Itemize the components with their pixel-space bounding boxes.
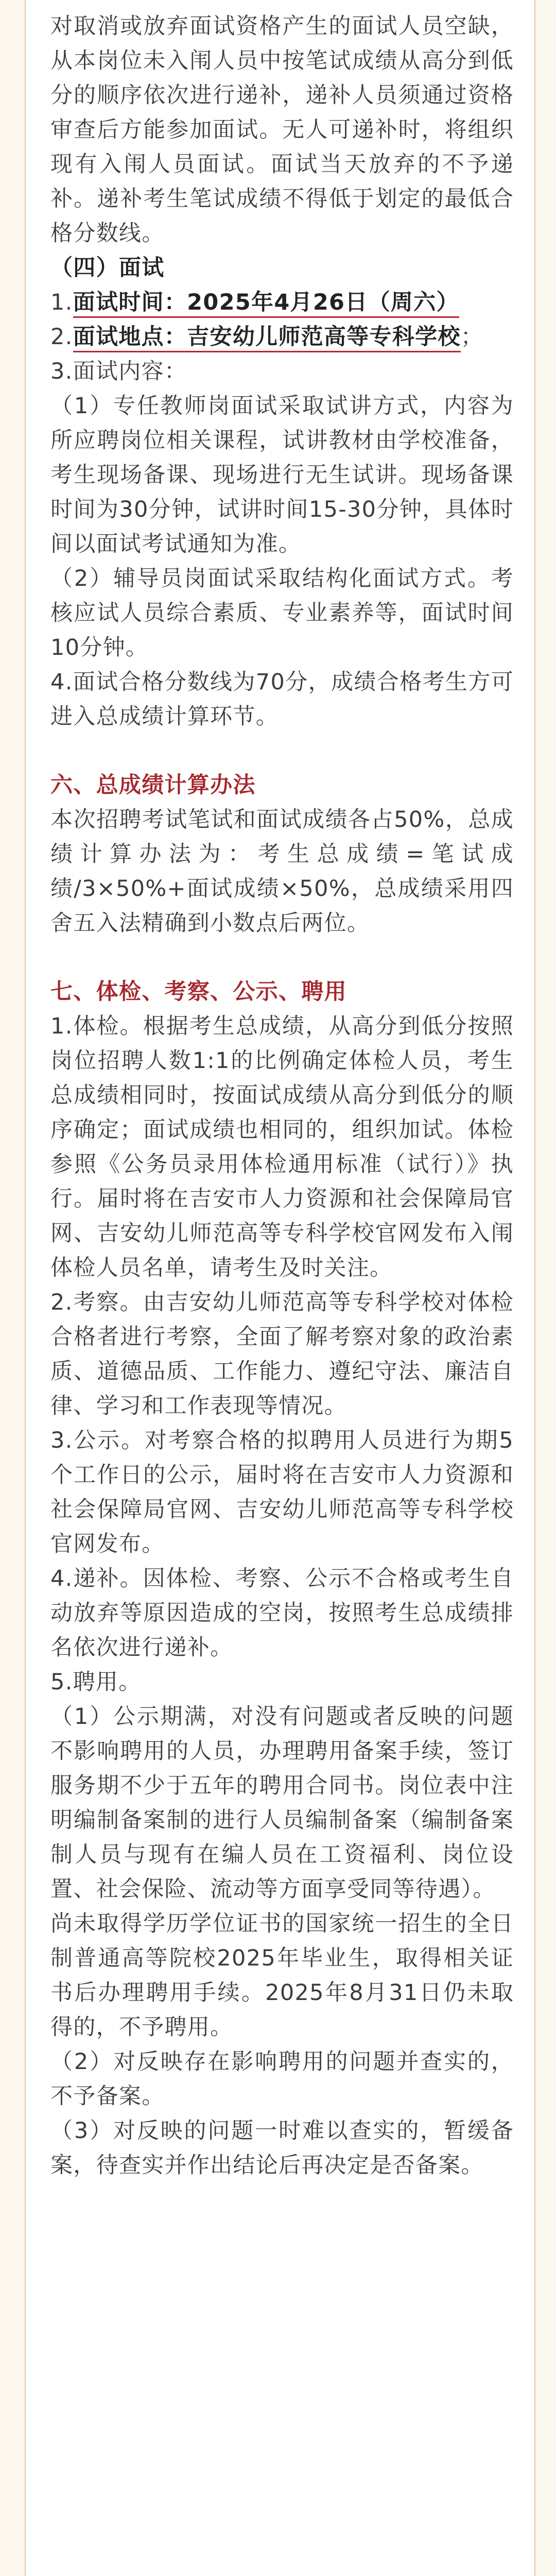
- interview-heading: （四）面试: [50, 255, 165, 281]
- paragraph-replacement-rules: 对取消或放弃面试资格产生的面试人员空缺，从本岗位未入闱人员中按笔试成绩从高分到低分的顺序依次进行递补，递补人员须通过资格审查后方能参加面试。无人可递补时，将组织现有入闱人员面试。面试当天放弃的不予递补。递补考生笔试成绩不得低于划定的最低合格分数线。: [50, 13, 514, 246]
- section7-graduates-note: 尚未取得学历学位证书的国家统一招生的全日制普通高等院校2025年毕业生，取得相关证书后办理聘用手续。2025年8月31日仍未取得的，不予聘用。: [50, 1911, 514, 2040]
- section7-physical-exam: 1.体检。根据考生总成绩，从高分到低分按照岗位招聘人数1:1的比例确定体检人员，考生总成绩相同时，按面试成绩从高分到低分的顺序确定；面试成绩也相同的，组织加试。体检参照《公务员录用体检通用标准（试行）》执行。届时将在吉安市人力资源和社会保障局官网、吉安幼儿师范高等专科学校官网发布入闱体检人员名单，请考生及时关注。: [50, 1013, 514, 1281]
- section7-employment: 5.聘用。: [50, 1669, 142, 1695]
- section7-heading: 七、体检、考察、公示、聘用: [50, 979, 347, 1005]
- section7-employment-item1: （1）公示期满，对没有问题或者反映的问题不影响聘用的人员，办理聘用备案手续，签订服务期不少于五年的聘用合同书。岗位表中注明编制备案制的进行人员编制备案（编制备案制人员与现有在编人员在工资福利、岗位设置、社会保险、流动等方面享受同等待遇）。: [50, 1704, 514, 1902]
- section7-publicity: 3.公示。对考察合格的拟聘用人员进行为期5个工作日的公示，届时将在吉安市人力资源和社会保障局官网、吉安幼儿师范高等专科学校官网发布。: [50, 1428, 514, 1557]
- interview-time-prefix: 1.: [50, 290, 73, 315]
- interview-location-suffix: ；: [460, 324, 484, 350]
- interview-item-teacher: （1）专任教师岗面试采取试讲方式，内容为所应聘岗位相关课程，试讲教材由学校准备，考生现场备课、现场进行无生试讲。现场备课时间为30分钟，试讲时间15-30分钟，具体时间以面试考试通知为准。: [50, 393, 514, 557]
- interview-location: 面试地点：吉安幼儿师范高等专科学校: [73, 324, 461, 352]
- section7-inspection: 2.考察。由吉安幼儿师范高等专科学校对体检合格者进行考察，全面了解考察对象的政治素质、道德品质、工作能力、遵纪守法、廉洁自律、学习和工作表现等情况。: [50, 1290, 514, 1419]
- interview-item-counselor: （2）辅导员岗面试采取结构化面试方式。考核应试人员综合素质、专业素养等，面试时间10分钟。: [50, 566, 514, 660]
- section7-replacement: 4.递补。因体检、考察、公示不合格或考生自动放弃等原因造成的空岗，按照考生总成绩排名依次进行递补。: [50, 1566, 514, 1660]
- section6-heading: 六、总成绩计算办法: [50, 772, 256, 798]
- interview-time: 面试时间：2025年4月26日（周六）: [73, 290, 459, 318]
- section6-body: 本次招聘考试笔试和面试成绩各占50%，总成绩计算办法为：考生总成绩=笔试成绩/3×50%+面试成绩×50%，总成绩采用四舍五入法精确到小数点后两位。: [50, 807, 514, 936]
- article-card: [25, 0, 535, 2576]
- section7-employment-item3: （3）对反映的问题一时难以查实的，暂缓备案，待查实并作出结论后再决定是否备案。: [50, 2118, 514, 2178]
- interview-pass-line: 4.面试合格分数线为70分，成绩合格考生方可进入总成绩计算环节。: [50, 669, 514, 730]
- section-spacer: [50, 734, 514, 768]
- interview-content-heading: 3.面试内容：: [50, 359, 187, 384]
- interview-time-line: [50, 285, 514, 320]
- interview-location-line: [50, 320, 514, 354]
- interview-location-prefix: 2.: [50, 324, 73, 350]
- section-spacer: [50, 941, 514, 975]
- section7-employment-item2: （2）对反映存在影响聘用的问题并查实的，不予备案。: [50, 2049, 514, 2109]
